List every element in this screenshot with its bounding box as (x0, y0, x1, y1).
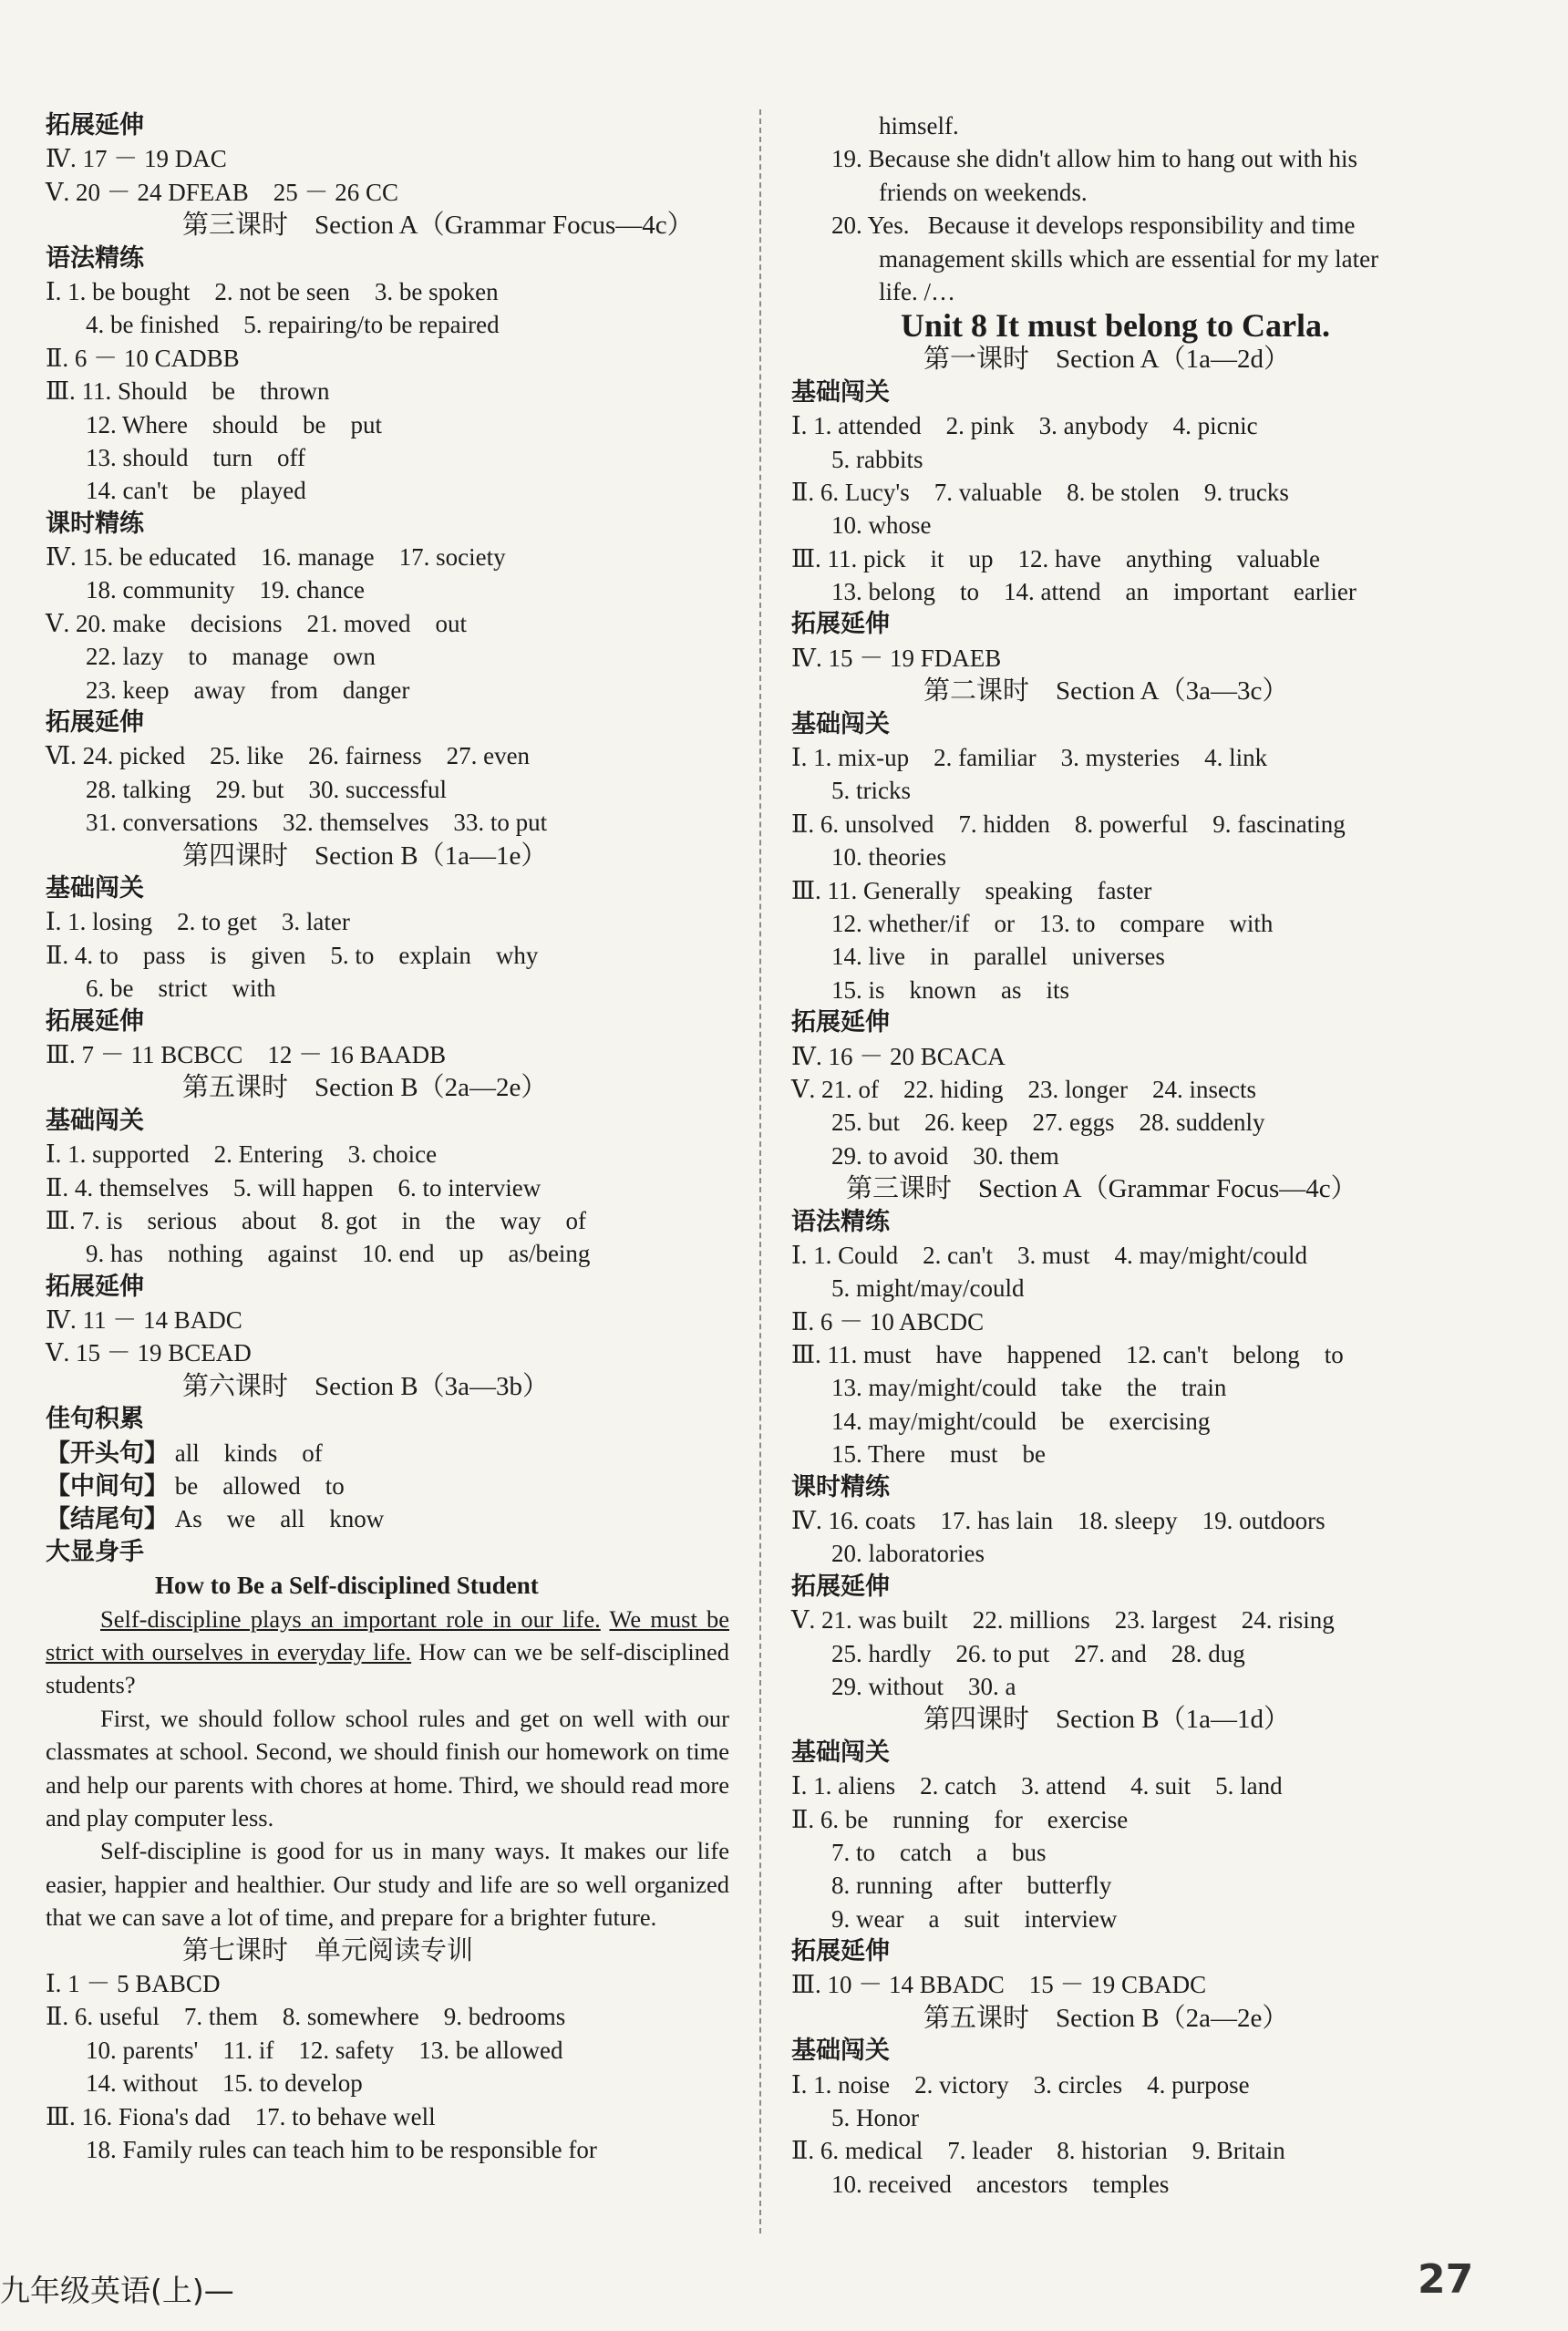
lesson-title: 第四课时 Section B（1a—1d） (923, 1705, 1290, 1735)
answer-line-continued: 15. There must be (831, 1440, 1046, 1469)
answer-line: Ⅳ. 15. be educated 16. manage 17. society (46, 543, 506, 572)
lesson-title: 第二课时 Section A（3a—3c） (923, 676, 1289, 707)
section-heading: 拓展延伸 (46, 1006, 144, 1036)
answer-line: Ⅰ. 1. attended 2. pink 3. anybody 4. picnic (791, 412, 1258, 440)
lesson-title: 第七课时 单元阅读专训 (182, 1935, 474, 1965)
answer-line: Ⅰ. 1. losing 2. to get 3. later (46, 908, 350, 936)
answer-line: Ⅲ. 16. Fiona's dad 17. to behave well (46, 2102, 436, 2130)
answer-line: Ⅳ. 17 － 19 DAC (46, 145, 227, 173)
right-column (791, 109, 1484, 2201)
answer-line-continued: 10. theories (831, 843, 946, 872)
essay-title: How to Be a Self-disciplined Student (155, 1572, 539, 1600)
section-heading: 基础闯关 (46, 873, 144, 902)
section-heading: 基础闯关 (791, 377, 890, 407)
answer-line-wrapped: management skills which are essential for my later (879, 244, 1379, 273)
answer-line: Ⅰ. 1 － 5 BABCD (46, 1970, 221, 1998)
essay-paragraph: Self-discipline is good for us in many ways. It makes our life easier, happier and healthier. Our study and life are so well organized that we can save a lot of time, and prepare for a brighter future. (46, 1837, 729, 1932)
section-heading: 课时精练 (46, 509, 144, 538)
answer-line-continued: 20. laboratories (831, 1540, 985, 1568)
answer-line: Ⅲ. 7 － 11 BCBCC 12 － 16 BAADB (46, 1040, 447, 1068)
answer-line: Ⅰ. 1. aliens 2. catch 3. attend 4. suit 5. land (791, 1772, 1283, 1800)
answer-line-continued: 18. Family rules can teach him to be responsible for (86, 2135, 597, 2163)
answer-line: Ⅴ. 15 － 19 BCEAD (46, 1339, 252, 1367)
answer-line-continued: 10. whose (831, 511, 932, 540)
answer-line-continued: 12. whether/if or 13. to compare with (831, 909, 1274, 937)
answer-line-continued: 14. may/might/could be exercising (831, 1407, 1211, 1435)
answer-line: Ⅲ. 11. Generally speaking faster (791, 876, 1152, 904)
answer-line-continued: 14. can't be played (86, 477, 306, 505)
section-heading: 拓展延伸 (46, 1272, 144, 1301)
column-divider (759, 109, 761, 2233)
answer-line: Ⅴ. 20. make decisions 21. moved out (46, 609, 467, 637)
answer-line: Ⅱ. 6. unsolved 7. hidden 8. powerful 9. fascinating (791, 810, 1346, 838)
section-heading: 语法精练 (791, 1207, 890, 1236)
answer-line-continued: 9. wear a suit interview (831, 1904, 1118, 1933)
answer-line-continued: 8. running after butterfly (831, 1872, 1112, 1900)
essay-paragraph (46, 1603, 729, 1702)
section-heading: 拓展延伸 (46, 708, 144, 737)
answer-line: Ⅱ. 6 － 10 CADBB (46, 344, 240, 372)
lesson-title: 第三课时 Section A（Grammar Focus—4c） (846, 1174, 1357, 1204)
sentence-tag: 【开头句】 (46, 1439, 169, 1468)
answer-line-continued: 14. live in parallel universes (831, 943, 1165, 971)
answer-line-continued: 5. tricks (831, 777, 911, 805)
essay-text: How can we be self-disciplined students? (46, 1637, 729, 1699)
sentence-answer: As we all know (169, 1505, 385, 1533)
section-heading: 基础闯关 (791, 709, 890, 738)
answer-line-continued: 10. received ancestors temples (831, 2170, 1170, 2198)
answer-line-continued: 15. is known as its (831, 975, 1070, 1004)
section-heading: 佳句积累 (46, 1405, 144, 1434)
answer-line: Ⅲ. 10 － 14 BBADC 15 － 19 CBADC (791, 1971, 1207, 1999)
answer-line-continued: 12. Where should be put (86, 410, 382, 438)
answer-line-wrapped: friends on weekends. (879, 178, 1088, 206)
section-heading: 拓展延伸 (46, 111, 144, 139)
answer-line: Ⅰ. 1. supported 2. Entering 3. choice (46, 1140, 438, 1169)
answer-line-continued: 31. conversations 32. themselves 33. to put (86, 809, 548, 837)
answer-line-continued: 13. belong to 14. attend an important earlier (831, 578, 1357, 606)
sentence-accumulation-line (46, 1502, 729, 1535)
answer-line-continued: 4. be finished 5. repairing/to be repaired (86, 311, 500, 339)
answer-line: Ⅴ. 20 － 24 DFEAB 25 － 26 CC (46, 178, 399, 206)
answer-line: Ⅱ. 4. themselves 5. will happen 6. to interview (46, 1173, 542, 1202)
essay-paragraph: First, we should follow school rules and get on well with our classmates at school. Second, we should finish our homework on time and help our parents with chores at home. Third, we should read more and play computer less. (46, 1704, 729, 1832)
answer-line-wrapped: life. /… (879, 277, 955, 305)
answer-line: Ⅰ. 1. be bought 2. not be seen 3. be spoken (46, 277, 499, 305)
section-heading: 拓展延伸 (791, 1937, 890, 1966)
answer-line-continued: 23. keep away from danger (86, 676, 410, 704)
answer-line-continued: 28. talking 29. but 30. successful (86, 775, 447, 803)
answer-line-continued: 9. has nothing against 10. end up as/being (86, 1240, 591, 1268)
page-number: 27 (1418, 2256, 1474, 2303)
sentence-accumulation-line (46, 1437, 729, 1470)
answer-line-continued: 20. Yes. Because it develops responsibility and time (831, 211, 1356, 240)
lesson-title: 第四课时 Section B（1a—1e） (182, 841, 548, 871)
answer-line: Ⅲ. 11. must have happened 12. can't belong to (791, 1341, 1344, 1369)
model-essay (46, 1603, 729, 1934)
answer-line-continued: 5. rabbits (831, 445, 923, 473)
lesson-title: 第六课时 Section B（3a—3b） (182, 1371, 549, 1401)
sentence-answer: all kinds of (169, 1439, 323, 1467)
answer-line: Ⅳ. 15 － 19 FDAEB (791, 644, 1002, 672)
sentence-tag: 【中间句】 (46, 1472, 169, 1501)
answer-line: Ⅰ. 1. mix-up 2. familiar 3. mysteries 4. link (791, 744, 1268, 772)
answer-line: Ⅱ. 6 － 10 ABCDC (791, 1307, 985, 1336)
answer-line-continued: 13. may/might/could take the train (831, 1374, 1227, 1402)
answer-line-continued: 25. hardly 26. to put 27. and 28. dug (831, 1639, 1245, 1667)
answer-line: Ⅴ. 21. was built 22. millions 23. largest 24. rising (791, 1606, 1335, 1635)
answer-line: Ⅲ. 11. Should be thrown (46, 377, 330, 406)
lesson-title: 第三课时 Section A（Grammar Focus—4c） (182, 211, 694, 241)
lesson-title: 第一课时 Section A（1a—2d） (923, 345, 1290, 375)
answer-line-continued: 7. to catch a bus (831, 1838, 1047, 1866)
section-heading: 拓展延伸 (791, 1008, 890, 1037)
answer-line-continued: 13. should turn off (86, 443, 305, 471)
answer-line: Ⅱ. 6. Lucy's 7. valuable 8. be stolen 9. trucks (791, 478, 1289, 506)
answer-line-continued: 5. Honor (831, 2104, 919, 2132)
answer-line: Ⅳ. 16. coats 17. has lain 18. sleepy 19. outdoors (791, 1507, 1326, 1535)
answer-line: Ⅴ. 21. of 22. hiding 23. longer 24. insects (791, 1075, 1256, 1103)
footer-book-title: 九年级英语(上)— (0, 2273, 234, 2308)
answer-line-continued: 5. might/may/could (831, 1274, 1025, 1303)
answer-line: Ⅲ. 11. pick it up 12. have anything valuable (791, 544, 1320, 572)
lesson-title: 第五课时 Section B（2a—2e） (923, 2003, 1289, 2033)
answer-line: Ⅲ. 7. is serious about 8. got in the way of (46, 1206, 586, 1234)
answer-line: Ⅳ. 16 － 20 BCACA (791, 1042, 1006, 1070)
answer-line: Ⅱ. 6. useful 7. them 8. somewhere 9. bedrooms (46, 2003, 566, 2031)
section-heading: 基础闯关 (46, 1106, 144, 1135)
section-heading: 课时精练 (791, 1472, 890, 1501)
sentence-tag: 【结尾句】 (46, 1505, 169, 1534)
answer-line: Ⅱ. 6. be running for exercise (791, 1805, 1129, 1833)
answer-line: Ⅰ. 1. noise 2. victory 3. circles 4. purpose (791, 2070, 1250, 2099)
section-heading: 拓展延伸 (791, 1572, 890, 1601)
answer-line-continued: 29. without 30. a (831, 1672, 1016, 1700)
answer-line-continued: 18. community 19. chance (86, 576, 365, 604)
answer-line-continued: 6. be strict with (86, 975, 276, 1003)
sentence-answer: be allowed to (169, 1472, 345, 1501)
essay-key-sentence: We must be strict with ourselves in everyday life. (46, 1604, 730, 1666)
section-heading: 拓展延伸 (791, 610, 890, 639)
essay-key-sentence: Self-discipline plays an important role in our life. (100, 1604, 601, 1633)
answer-line: Ⅰ. 1. Could 2. can't 3. must 4. may/might/could (791, 1241, 1307, 1269)
lesson-title: 第五课时 Section B（2a—2e） (182, 1073, 548, 1103)
section-heading: 语法精练 (46, 243, 144, 273)
answer-line-continued: 29. to avoid 30. them (831, 1141, 1059, 1170)
section-heading: 基础闯关 (791, 2037, 890, 2066)
unit-title: Unit 8 It must belong to Carla. (901, 307, 1331, 345)
section-heading: 基础闯关 (791, 1738, 890, 1767)
answer-line-wrapped: himself. (879, 112, 959, 139)
left-column (46, 109, 729, 2166)
answer-line: Ⅱ. 6. medical 7. leader 8. historian 9. Britain (791, 2137, 1285, 2165)
answer-line: Ⅵ. 24. picked 25. like 26. fairness 27. even (46, 742, 531, 770)
section-heading: 大显身手 (46, 1537, 144, 1566)
answer-line-continued: 22. lazy to manage own (86, 643, 376, 671)
answer-line-continued: 19. Because she didn't allow him to hang out with his (831, 145, 1358, 173)
sentence-accumulation-line (46, 1470, 729, 1502)
answer-line: Ⅱ. 4. to pass is given 5. to explain why (46, 941, 539, 969)
answer-line-continued: 10. parents' 11. if 12. safety 13. be allowed (86, 2036, 563, 2064)
answer-line-continued: 25. but 26. keep 27. eggs 28. suddenly (831, 1109, 1265, 1137)
answer-line-continued: 14. without 15. to develop (86, 2069, 363, 2098)
answer-line: Ⅳ. 11 － 14 BADC (46, 1306, 242, 1335)
